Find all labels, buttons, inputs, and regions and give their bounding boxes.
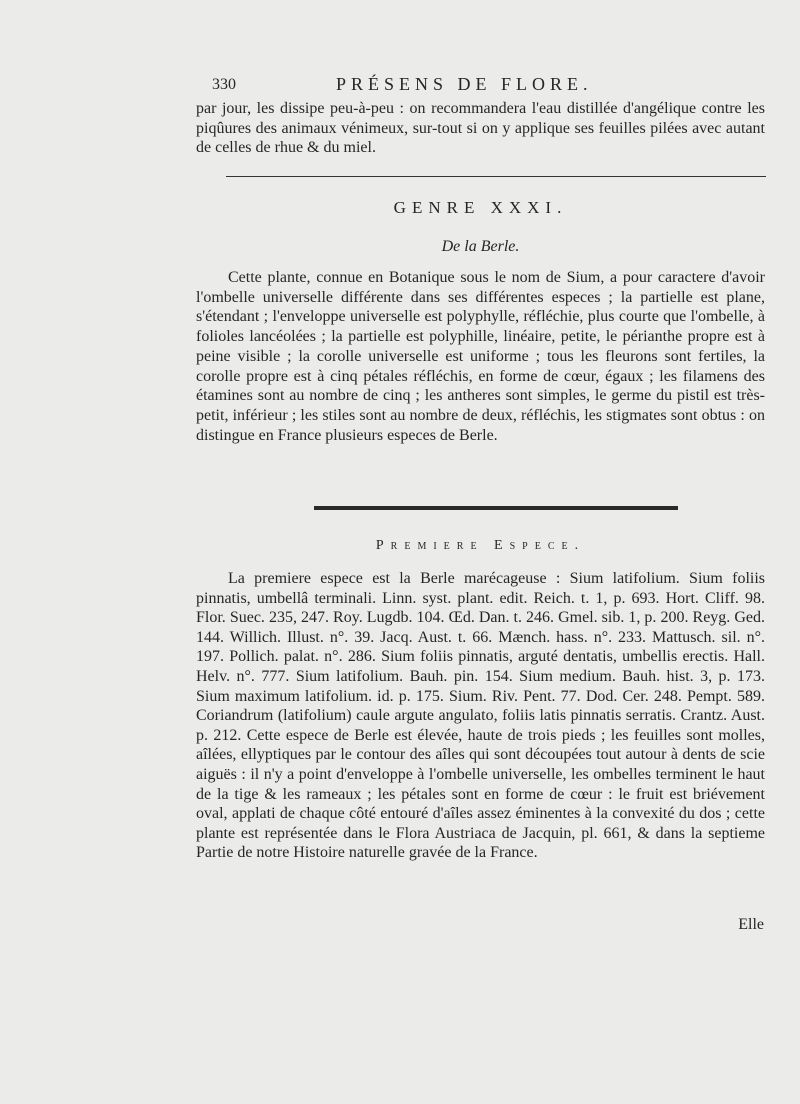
thick-divider <box>314 506 678 510</box>
running-title: PRÉSENS DE FLORE. <box>336 74 593 94</box>
description-text: Cette plante, connue en Botanique sous le nom de Sium, a pour caractere d'avoir l'ombelle universelle différente dans ses différentes especes ; la partielle est plane, s'étendant ; l'enveloppe universelle est polyphylle, réfléchie, plus courte que l'ombelle, à folioles lancéolées ; la partielle est polyphille, linéaire, petite, le périanthe propre est à peine visible ; la corolle universelle est uniforme ; tous les fleurons sont fertiles, la corolle propre est à cinq pétales réfléchis, en forme de cœur, égaux ; les filamens des étamines sont au nombre de cinq ; les antheres sont simples, le germe du pistil est très-petit, inférieur ; les stiles sont au nombre de deux, réfléchis, les stigmates sont obtus : on distingue en France plusieurs especes de Berle. <box>196 269 765 444</box>
page-number: 330 <box>212 76 236 93</box>
section-divider <box>226 176 766 177</box>
espece-text: La premiere espece est la Berle marécageuse : Sium latifolium. Sium foliis pinnatis, umbellâ terminali. Linn. syst. plant. edit. Reich. t. 1, p. 693. Hort. Cliff. 98. Flor. Suec. 235, 247. Roy. Lugdb. 104. Œd. Dan. t. 246. Gmel. sib. 1, p. 200. Reyg. Ged. 144. Willich. Illust. n°. 39. Jacq. Aust. t. 66. Mænch. hass. n°. 233. Mattusch. sil. n°. 197. Pollich. palat. n°. 286. Sium foliis pinnatis, arguté dentatis, umbellis erectis. Hall. Helv. n°. 777. Sium latifolium. Bauh. pin. 154. Sium medium. Bauh. hist. 3, p. 173. Sium maximum latifolium. id. p. 175. Sium. Riv. Pent. 77. Dod. Cer. 248. Pempt. 589. Coriandrum (latifolium) caule argute angulato, foliis latis pinnatis serratis. Crantz. Aust. p. 212. Cette espece de Berle est élevée, haute de trois pieds ; les feuilles sont molles, aîlées, ellyptiques par le contour des aîles qui sont découpées tout autour à dents de scie aiguës : il n'y a point d'enveloppe à l'ombelle universelle, les ombelles terminent le haut de la tige & les rameaux ; les pétales sont en forme de cœur : le fruit est briévement oval, applati de chaque côté entouré d'aîles assez éminentes à la convexité du dos ; cette plante est représentée dans le Flora Austriaca de Jacquin, pl. 661, & dans la septieme Partie de notre Histoire naturelle gravée de la France. <box>196 570 765 862</box>
espece-paragraph <box>196 569 765 863</box>
genre-subtitle: De la Berle. <box>441 238 520 255</box>
running-header <box>212 74 772 98</box>
continuation-text: par jour, les dissipe peu-à-peu : on recommandera l'eau distillée d'angélique contre les piqûures des animaux vénimeux, sur-tout si on y applique ses feuilles pilées avec autant de celles de rhue & du miel. <box>196 100 765 157</box>
genre-title: GENRE XXXI. <box>393 198 568 217</box>
espece-title: Premiere Espece. <box>375 538 586 553</box>
continuation-paragraph <box>196 99 765 158</box>
catchword: Elle <box>738 916 764 933</box>
genre-description <box>196 268 765 445</box>
